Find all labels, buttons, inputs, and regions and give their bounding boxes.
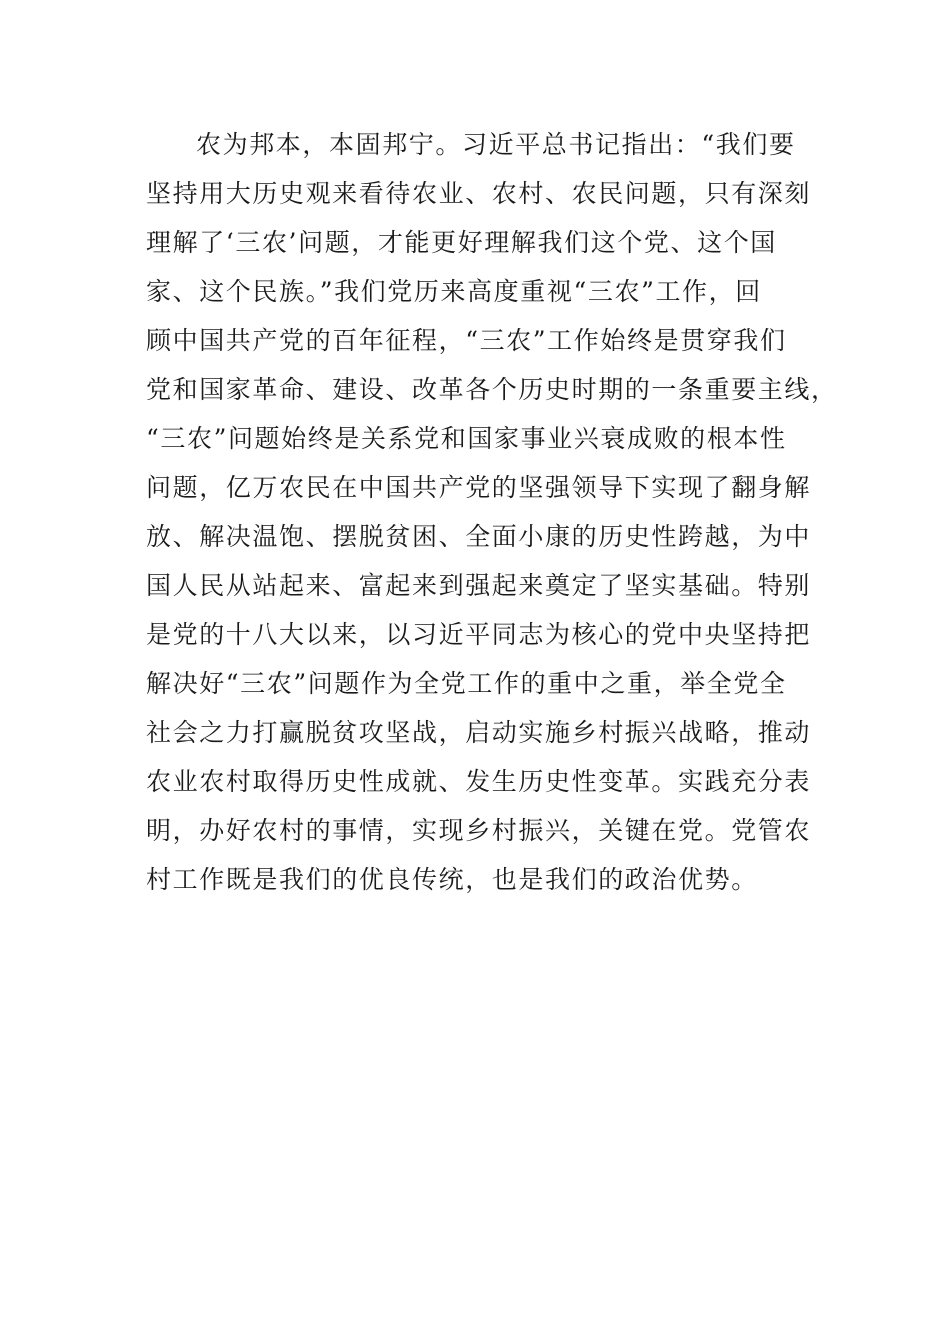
paragraph-line: 明，办好农村的事情，实现乡村振兴，关键在党。党管农 (146, 816, 812, 845)
paragraph-line: “三农”问题始终是关系党和国家事业兴衰成败的根本性 (146, 424, 787, 453)
paragraph-line: 理解了‘三农’问题，才能更好理解我们这个党、这个国 (146, 228, 777, 257)
paragraph-line: 家、这个民族。”我们党历来高度重视“三农”工作，回 (146, 277, 762, 306)
paragraph-line: 坚持用大历史观来看待农业、农村、农民问题，只有深刻 (146, 179, 812, 208)
paragraph-line: 国人民从站起来、富起来到强起来奠定了坚实基础。特别 (146, 571, 812, 600)
paragraph-line: 农业农村取得历史性成就、发生历史性变革。实践充分表 (146, 767, 812, 796)
paragraph-line: 社会之力打赢脱贫攻坚战，启动实施乡村振兴战略，推动 (146, 718, 812, 747)
paragraph-line: 解决好“三农”问题作为全党工作的重中之重，举全党全 (146, 669, 787, 698)
paragraph-line: 村工作既是我们的优良传统，也是我们的政治优势。 (146, 865, 758, 894)
paragraph-line: 是党的十八大以来，以习近平同志为核心的党中央坚持把 (146, 620, 812, 649)
paragraph-line: 党和国家革命、建设、改革各个历史时期的一条重要主线， (146, 375, 838, 404)
paragraph-line: 问题，亿万农民在中国共产党的坚强领导下实现了翻身解 (146, 473, 812, 502)
paragraph-line: 顾中国共产党的百年征程，“三农”工作始终是贯穿我们 (146, 326, 787, 355)
paragraph-line: 放、解决温饱、摆脱贫困、全面小康的历史性跨越，为中 (146, 522, 812, 551)
paragraph-line: 农为邦本，本固邦宁。习近平总书记指出：“我们要 (196, 130, 796, 159)
body-paragraph (146, 120, 838, 904)
